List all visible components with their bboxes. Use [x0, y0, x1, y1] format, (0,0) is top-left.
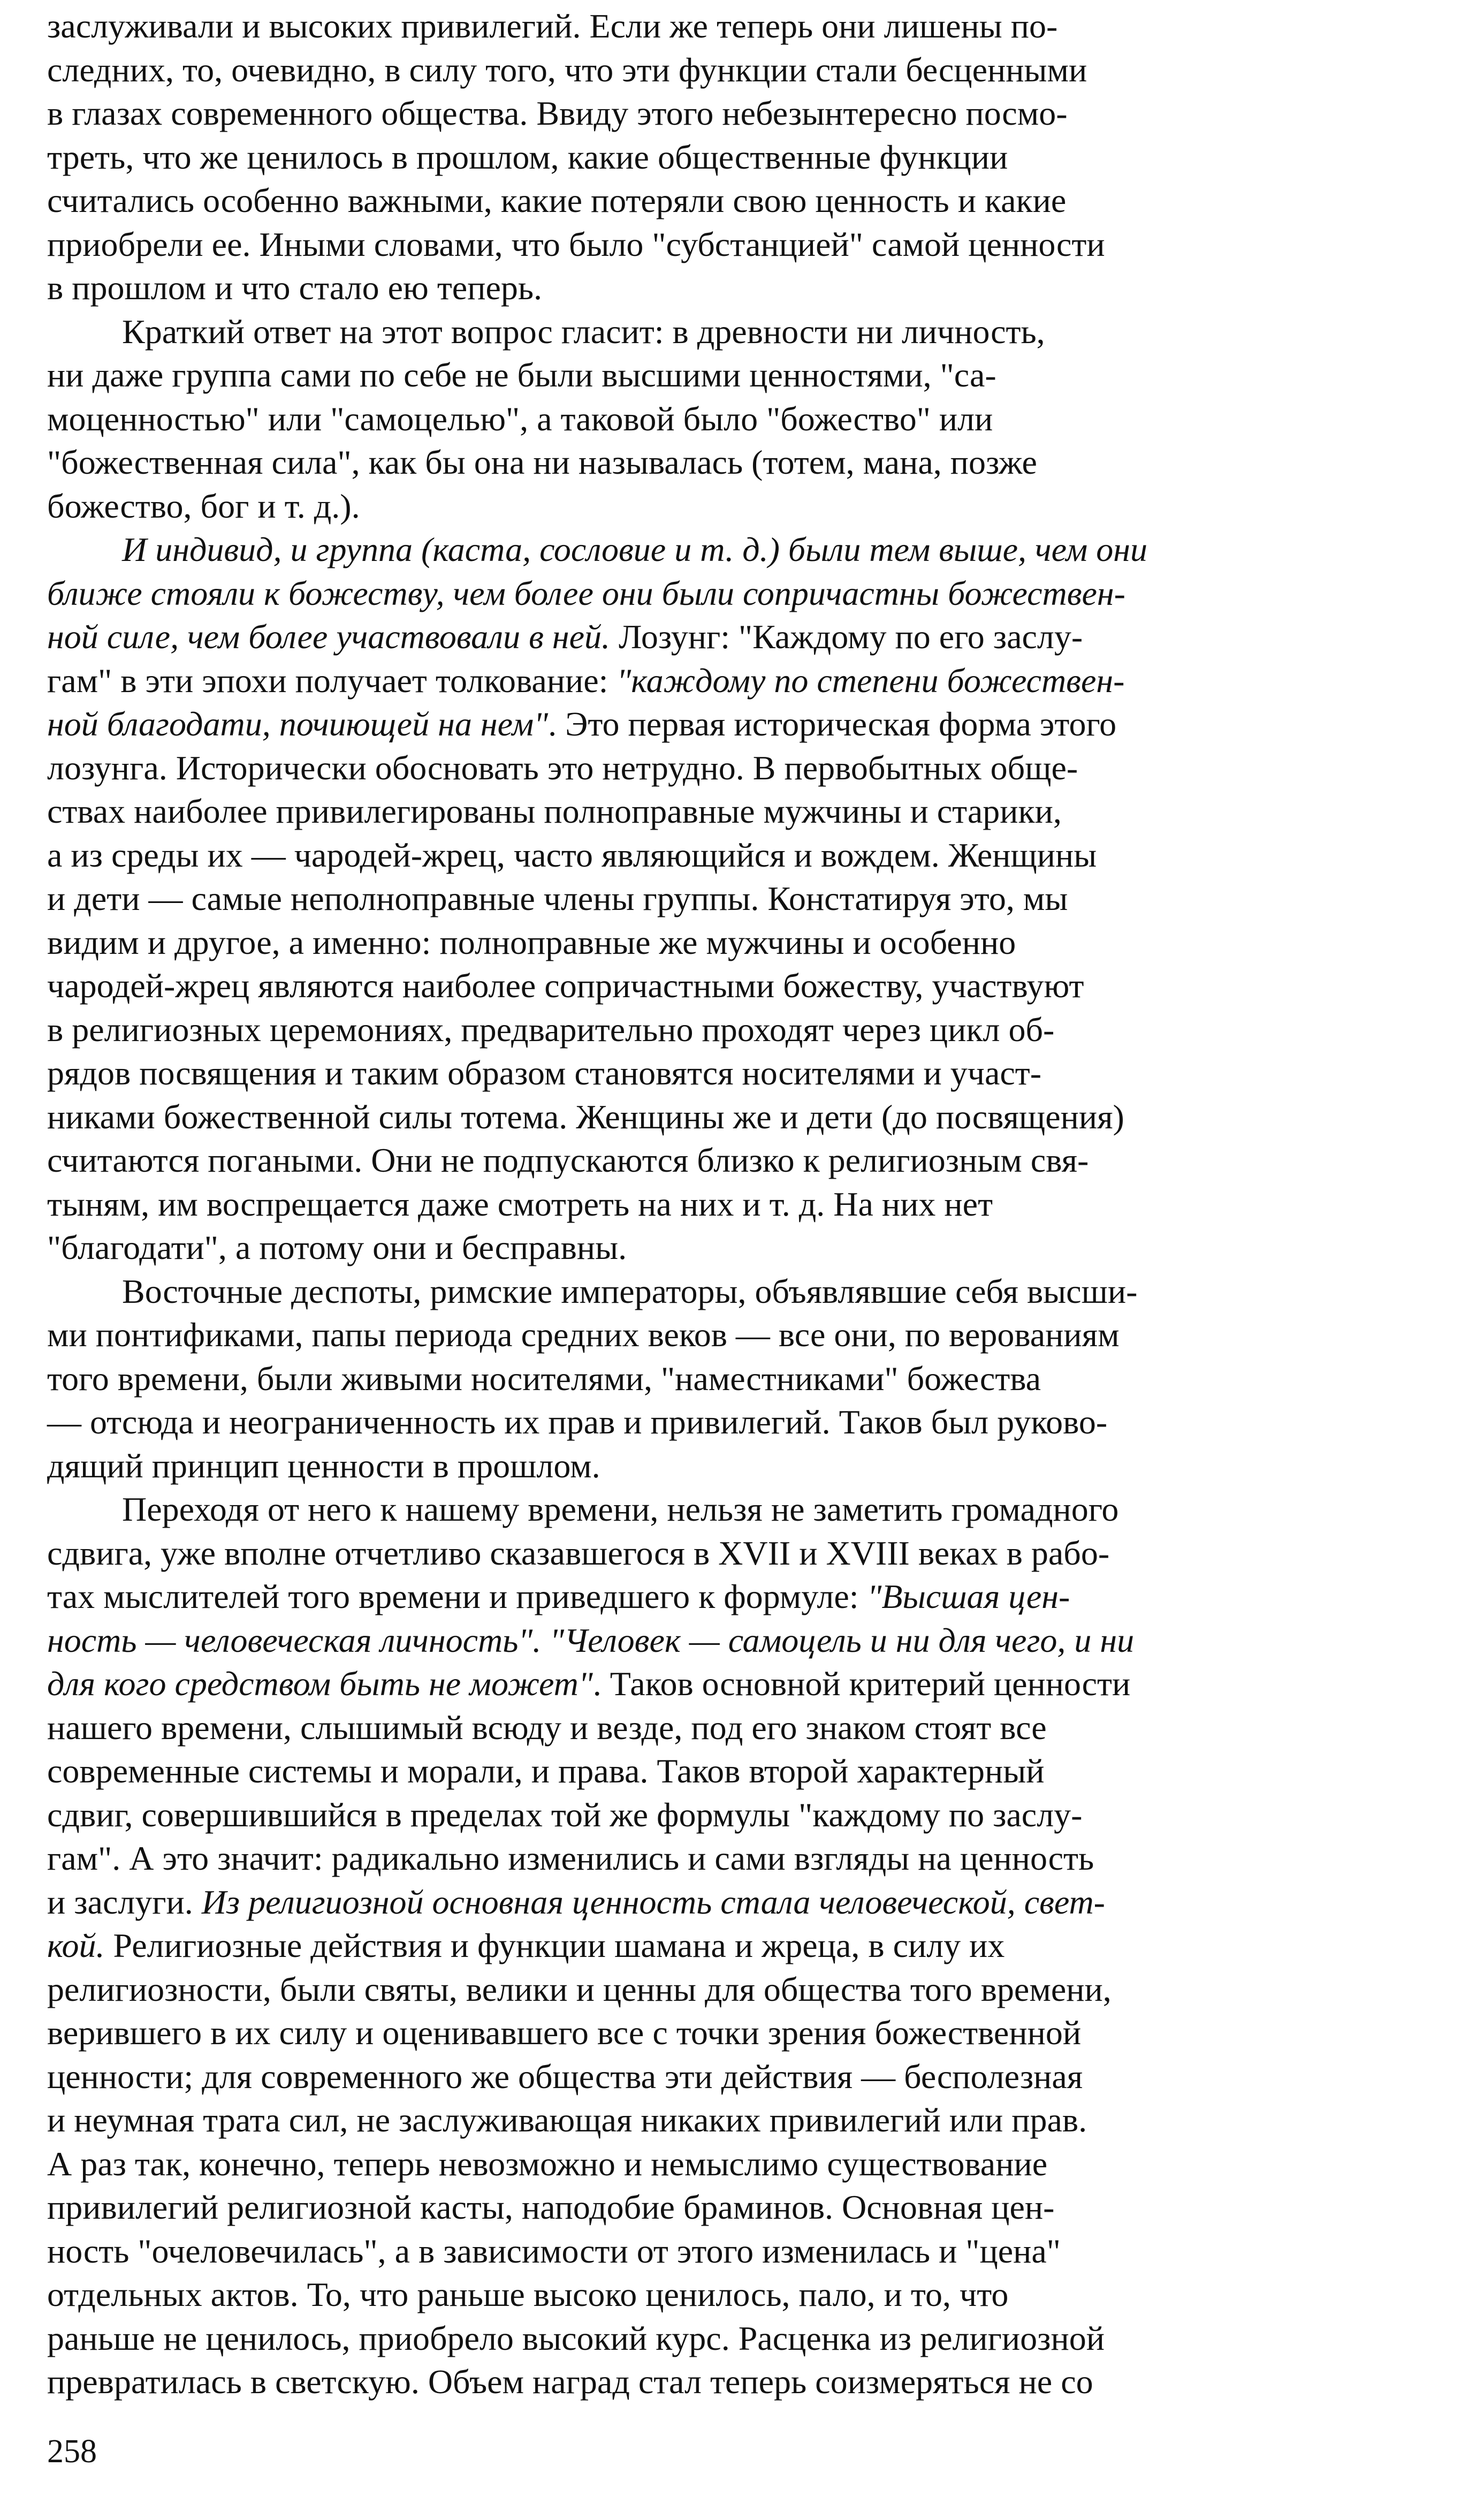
body-text: [47, 4, 1439, 2404]
text-line: [47, 659, 1439, 703]
italic-text: для кого средством быть не может": [47, 1665, 593, 1703]
text-line: [47, 2098, 1439, 2142]
text-line: [47, 702, 1439, 746]
text-run: привилегий религиозной касты, наподобие браминов. Основная цен-: [47, 2188, 1055, 2226]
text-run: а из среды их — чародей-жрец, часто являющийся и вождем. Женщины: [47, 836, 1097, 874]
text-line: [47, 1575, 1439, 1619]
text-line: [47, 1139, 1439, 1182]
text-line: [47, 1924, 1439, 1968]
italic-text: ближе стояли к божеству, чем более они были сопричастны божествен-: [47, 574, 1125, 612]
text-line: [47, 790, 1439, 833]
text-run: — отсюда и неограниченность их прав и привилегий. Таков был руково-: [47, 1403, 1108, 1441]
italic-text: И индивид, и группа (каста, сословие и т. д.) были тем выше, чем они: [122, 530, 1147, 568]
text-line: [47, 2142, 1439, 2186]
text-line: [47, 2185, 1439, 2229]
text-run: следних, то, очевидно, в силу того, что эти функции стали бесценными: [47, 50, 1087, 89]
text-run: рядов посвящения и таким образом становятся носителями и участ-: [47, 1054, 1042, 1092]
text-line: [47, 964, 1439, 1008]
text-run: считались особенно важными, какие потеряли свою ценность и какие: [47, 181, 1067, 219]
book-page: [47, 0, 1439, 2512]
text-run: моценностью" или "самоцелью", а таковой было "божество" или: [47, 399, 993, 438]
text-run: "божественная сила", как бы она ни называлась (тотем, мана, позже: [47, 443, 1037, 481]
text-run: сдвиг, совершившийся в пределах той же формулы "каждому по заслу-: [47, 1795, 1083, 1834]
text-run: Религиозные действия и функции шамана и жреца, в силу их: [104, 1926, 1005, 1964]
text-line: [47, 572, 1439, 616]
text-line: [47, 921, 1439, 965]
text-line: [47, 528, 1439, 572]
text-run: заслуживали и высоких привилегий. Если же теперь они лишены по-: [47, 7, 1058, 45]
text-run: дящий принцип ценности в прошлом.: [47, 1446, 600, 1485]
text-line: [47, 2317, 1439, 2361]
text-run: нашего времени, слышимый всюду и везде, под его знаком стоят все: [47, 1708, 1047, 1747]
text-line: [47, 877, 1439, 921]
italic-text: "Высшая цен-: [867, 1577, 1070, 1615]
text-run: треть, что же ценилось в прошлом, какие общественные функции: [47, 138, 1008, 176]
text-line: [47, 1619, 1439, 1663]
text-line: [47, 353, 1439, 397]
text-line: [47, 310, 1439, 354]
text-run: и заслуги.: [47, 1883, 202, 1921]
italic-text: кой.: [47, 1926, 105, 1964]
text-run: . Это первая историческая форма этого: [548, 705, 1117, 743]
text-line: [47, 1226, 1439, 1270]
text-line: [47, 1313, 1439, 1357]
text-line: [47, 1531, 1439, 1575]
text-run: ни даже группа сами по себе не были высшими ценностями, "са-: [47, 356, 996, 394]
text-line: [47, 1662, 1439, 1706]
text-run: ценности; для современного же общества эти действия — бесполезная: [47, 2057, 1083, 2096]
text-line: [47, 2055, 1439, 2099]
text-line: [47, 1968, 1439, 2012]
text-line: [47, 2360, 1439, 2404]
text-line: [47, 1880, 1439, 1924]
text-line: [47, 2011, 1439, 2055]
text-line: [47, 1488, 1439, 1531]
text-line: [47, 1444, 1439, 1488]
text-line: [47, 4, 1439, 48]
text-line: [47, 1706, 1439, 1750]
text-line: [47, 179, 1439, 223]
text-run: ствах наиболее привилегированы полноправные мужчины и старики,: [47, 792, 1062, 830]
text-run: ми понтификами, папы периода средних веков — все они, по верованиям: [47, 1316, 1120, 1354]
text-line: [47, 833, 1439, 877]
text-run: Переходя от него к нашему времени, нельзя не заметить громадного: [122, 1490, 1119, 1528]
text-run: чародей-жрец являются наиболее сопричастными божеству, участвуют: [47, 967, 1084, 1005]
text-line: [47, 397, 1439, 441]
text-run: раньше не ценилось, приобрело высокий курс. Расценка из религиозной: [47, 2319, 1105, 2357]
text-run: гам". А это значит: радикально изменились и сами взгляды на ценность: [47, 1839, 1094, 1877]
text-run: и дети — самые неполноправные члены группы. Констатируя это, мы: [47, 879, 1068, 917]
text-line: [47, 1008, 1439, 1052]
text-line: [47, 92, 1439, 135]
text-line: [47, 484, 1439, 528]
text-run: в религиозных церемониях, предварительно проходят через цикл об-: [47, 1010, 1055, 1049]
text-run: религиозности, были святы, велики и ценны для общества того времени,: [47, 1970, 1112, 2008]
text-run: считаются погаными. Они не подпускаются близко к религиозным свя-: [47, 1141, 1089, 1179]
text-run: тыням, им воспрещается даже смотреть на них и т. д. На них нет: [47, 1185, 993, 1223]
italic-text: Из религиозной основная ценность стала человеческой, свет-: [201, 1883, 1105, 1921]
text-line: [47, 1095, 1439, 1139]
italic-text: ность — человеческая личность". "Человек — самоцель и ни для чего, и ни: [47, 1621, 1135, 1659]
text-line: [47, 1357, 1439, 1401]
text-run: Лозунг: "Каждому по его заслу-: [610, 618, 1083, 656]
text-run: "благодати", а потому они и бесправны.: [47, 1228, 627, 1266]
text-run: Краткий ответ на этот вопрос гласит: в древности ни личность,: [122, 312, 1045, 351]
text-line: [47, 223, 1439, 267]
text-run: Восточные деспоты, римские императоры, объявлявшие себя высши-: [122, 1272, 1138, 1310]
text-run: верившего в их силу и оценивавшего все с точки зрения божественной: [47, 2014, 1082, 2052]
italic-text: ной силе, чем более участвовали в ней.: [47, 618, 610, 656]
text-run: приобрели ее. Иными словами, что было "субстанцией" самой ценности: [47, 225, 1105, 263]
text-run: отдельных актов. То, что раньше высоко ценилось, пало, и то, что: [47, 2275, 1009, 2313]
text-line: [47, 1749, 1439, 1793]
text-run: . Таков основной критерий ценности: [592, 1665, 1131, 1703]
text-run: и неумная трата сил, не заслуживающая никаких привилегий или прав.: [47, 2101, 1087, 2139]
text-line: [47, 135, 1439, 179]
text-run: современные системы и морали, и права. Таков второй характерный: [47, 1752, 1045, 1790]
text-line: [47, 1400, 1439, 1444]
text-line: [47, 2273, 1439, 2317]
text-run: ность "очеловечилась", а в зависимости от этого изменилась и "цена": [47, 2232, 1061, 2270]
text-line: [47, 1182, 1439, 1226]
text-run: никами божественной силы тотема. Женщины же и дети (до посвящения): [47, 1097, 1124, 1136]
text-line: [47, 1270, 1439, 1314]
text-run: того времени, были живыми носителями, "наместниками" божества: [47, 1359, 1041, 1398]
text-line: [47, 1051, 1439, 1095]
text-line: [47, 48, 1439, 92]
text-run: А раз так, конечно, теперь невозможно и немыслимо существование: [47, 2144, 1048, 2183]
text-run: в глазах современного общества. Ввиду этого небезынтересно посмо-: [47, 94, 1068, 132]
text-line: [47, 1793, 1439, 1837]
text-run: превратилась в светскую. Объем наград стал теперь соизмеряться не со: [47, 2363, 1093, 2401]
text-run: тах мыслителей того времени и приведшего к формуле:: [47, 1577, 867, 1615]
text-line: [47, 1836, 1439, 1880]
page-number: 258: [47, 2433, 97, 2470]
text-line: [47, 441, 1439, 484]
text-run: в прошлом и что стало ею теперь.: [47, 269, 543, 307]
text-run: божество, бог и т. д.).: [47, 487, 360, 525]
text-line: [47, 266, 1439, 310]
text-line: [47, 2229, 1439, 2273]
italic-text: ной благодати, почиющей на нем": [47, 705, 549, 743]
text-line: [47, 746, 1439, 790]
italic-text: "каждому по степени божествен-: [617, 661, 1125, 700]
text-run: сдвига, уже вполне отчетливо сказавшегося в XVII и XVIII веках в рабо-: [47, 1534, 1110, 1572]
text-run: видим и другое, а именно: полноправные же мужчины и особенно: [47, 923, 1016, 961]
text-line: [47, 615, 1439, 659]
text-run: гам" в эти эпохи получает толкование:: [47, 661, 617, 700]
text-run: лозунга. Исторически обосновать это нетрудно. В первобытных обще-: [47, 748, 1078, 787]
